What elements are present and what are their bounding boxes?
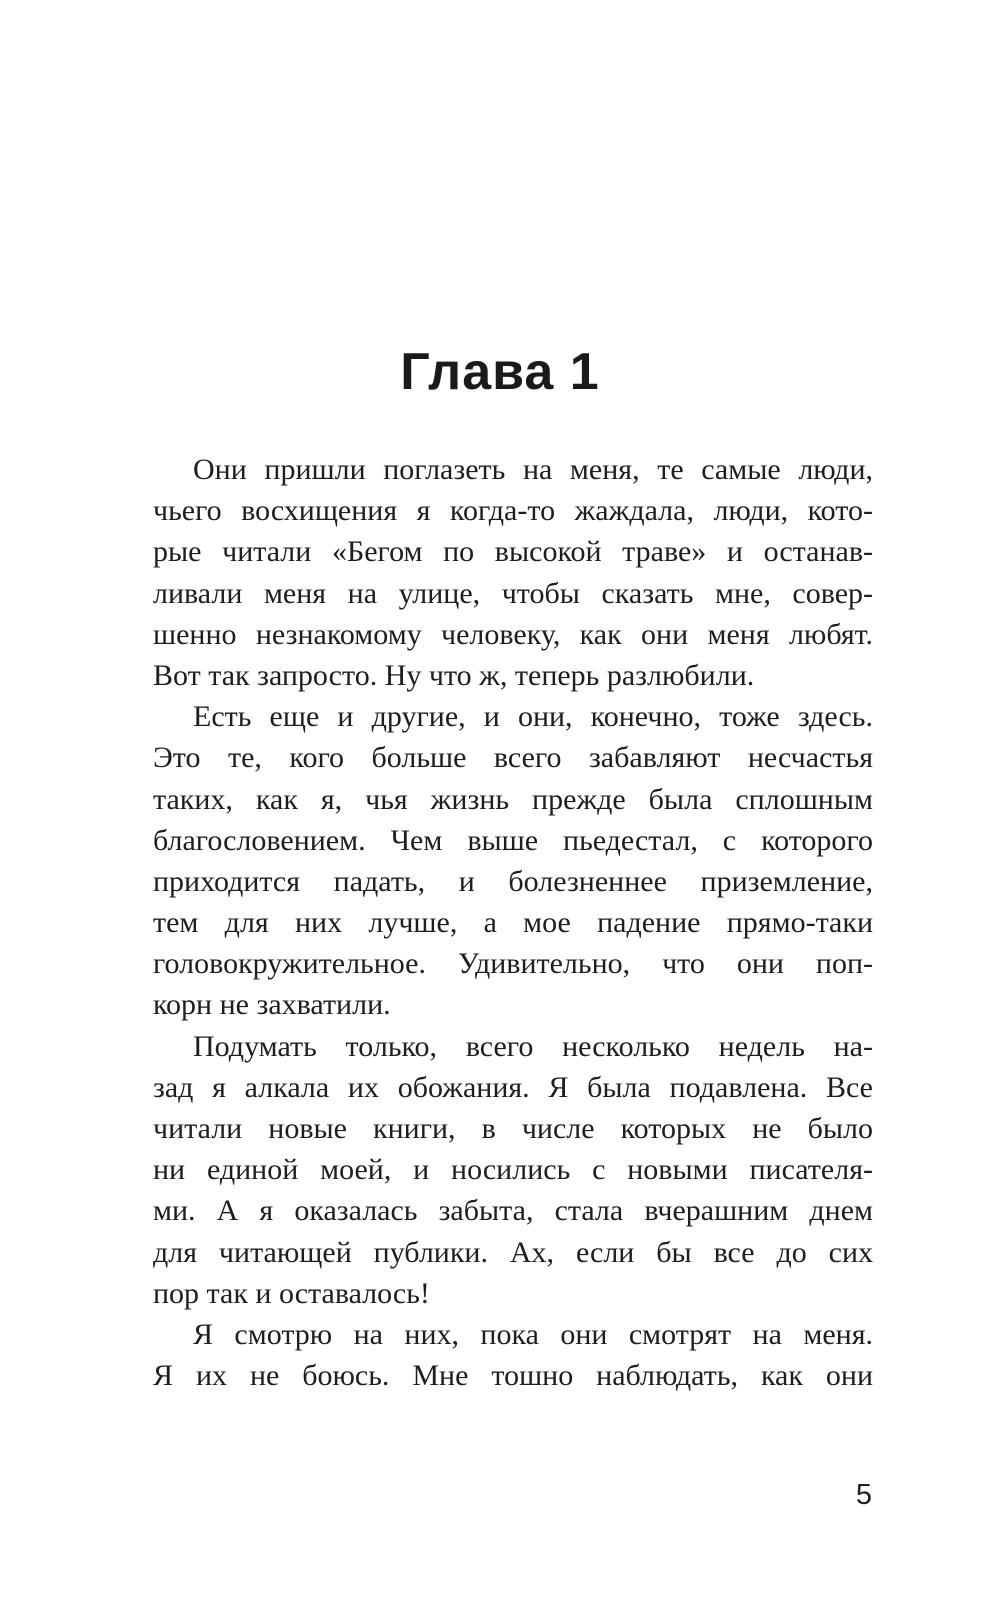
text-line: ливали меня на улице, чтобы сказать мне, совер- bbox=[153, 576, 873, 610]
text-line: Есть еще и другие, и они, конечно, тоже здесь. bbox=[193, 700, 873, 734]
text-line: благословением. Чем выше пьедестал, с которого bbox=[153, 823, 873, 857]
text-line: Я их не боюсь. Мне тошно наблюдать, как они bbox=[153, 1359, 873, 1393]
text-line: Они пришли поглазеть на меня, те самые люди, bbox=[193, 453, 873, 486]
text-line: для читающей публики. Ах, если бы все до сих bbox=[153, 1235, 873, 1269]
text-line: зад я алкала их обожания. Я была подавлена. Все bbox=[153, 1070, 873, 1104]
text-line: таких, как я, чья жизнь прежде была сплошным bbox=[153, 782, 873, 816]
text-line: Подумать только, всего несколько недель на- bbox=[193, 1029, 873, 1063]
chapter-title: Глава 1 bbox=[400, 343, 600, 401]
text-line: тем для них лучше, а мое падение прямо-таки bbox=[153, 906, 873, 940]
text-line: чьего восхищения я когда-то жаждала, люди, кото- bbox=[153, 494, 873, 528]
text-line: шенно незнакомому человеку, как они меня любят. bbox=[153, 617, 873, 651]
page-number: 5 bbox=[855, 1479, 872, 1511]
text-line: Вот так запросто. Ну что ж, теперь разлюбили. bbox=[153, 658, 755, 692]
text-line: приходится падать, и болезненнее приземление, bbox=[153, 864, 873, 898]
text-line: рые читали «Бегом по высокой траве» и останав- bbox=[153, 535, 873, 569]
text-line: корн не захватили. bbox=[153, 988, 391, 1022]
body-text bbox=[153, 449, 873, 1396]
text-line: ми. А я оказалась забыта, стала вчерашним днем bbox=[153, 1194, 873, 1228]
text-line: читали новые книги, в числе которых не было bbox=[153, 1112, 873, 1145]
text-line: ни единой моей, и носились с новыми писателя- bbox=[153, 1153, 873, 1187]
text-line: Это те, кого больше всего забавляют несчастья bbox=[153, 741, 873, 775]
text-line: Я смотрю на них, пока они смотрят на меня. bbox=[193, 1317, 873, 1351]
text-line: головокружительное. Удивительно, что они поп- bbox=[153, 947, 873, 981]
text-line: пор так и оставалось! bbox=[153, 1276, 430, 1310]
